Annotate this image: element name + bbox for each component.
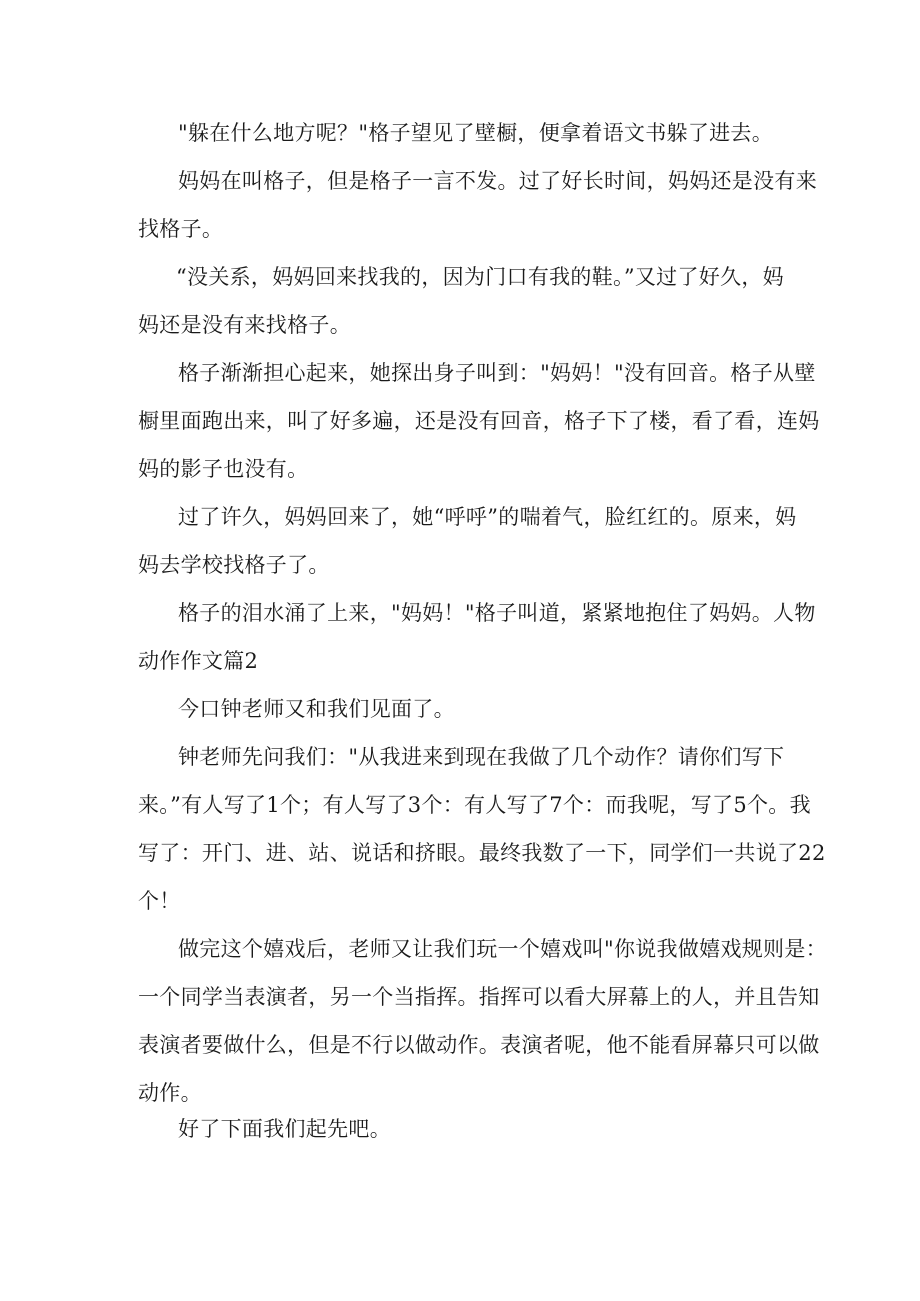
- text-line: 妈去学校找格子了。: [138, 553, 330, 577]
- text-line: 橱里面跑出来，叫了好多遍，还是没有回音，格子下了楼，看了看，连妈: [138, 409, 820, 433]
- text-line: "躲在什么地方呢？"格子望见了壁橱，便拿着语文书躲了进去。: [178, 121, 774, 145]
- section-heading: 动作作文篇2: [138, 649, 259, 673]
- text-line: 好了下面我们起先吧。: [178, 1117, 391, 1141]
- text-line: 做完这个嬉戏后，老师又让我们玩一个嬉戏叫"你说我做嬉戏规则是：: [178, 937, 827, 961]
- text-line: 钟老师先问我们："从我进来到现在我做了几个动作？请你们写下: [178, 745, 785, 769]
- text-line: 妈的影子也没有。: [138, 457, 309, 481]
- text-line: 妈妈在叫格子，但是格子一言不发。过了好长时间，妈妈还是没有来: [178, 169, 817, 193]
- text-line: 妈还是没有来找格子。: [138, 313, 351, 337]
- text-line: 表演者要做什么，但是不行以做动作。表演者呢，他不能看屏幕只可以做: [138, 1033, 820, 1057]
- text-line: 格子的泪水涌了上来，"妈妈！"格子叫道，紧紧地抱住了妈妈。人物: [178, 601, 816, 625]
- text-line: 过了许久，妈妈回来了，她“呼呼”的喘着气，脸红红的。原来，妈: [178, 505, 797, 529]
- text-line: 今口钟老师又和我们见面了。: [178, 697, 455, 721]
- text-line: 写了：开门、进、站、说话和挤眼。最终我数了一下，同学们一共说了22: [138, 841, 826, 865]
- text-line: 一个同学当表演者，另一个当指挥。指挥可以看大屏幕上的人，并且告知: [138, 985, 820, 1009]
- text-line: 来。”有人写了1个；有人写了3个：有人写了7个：而我呢，写了5个。我: [138, 793, 811, 817]
- text-line: 找格子。: [138, 217, 224, 241]
- text-line: 动作。: [138, 1081, 202, 1105]
- text-line: “没关系，妈妈回来找我的，因为门口有我的鞋。”又过了好久，妈: [176, 265, 784, 289]
- text-line: 格子渐渐担心起来，她探出身子叫到："妈妈！"没有回音。格子从壁: [178, 361, 816, 385]
- text-line: 个！: [138, 889, 181, 913]
